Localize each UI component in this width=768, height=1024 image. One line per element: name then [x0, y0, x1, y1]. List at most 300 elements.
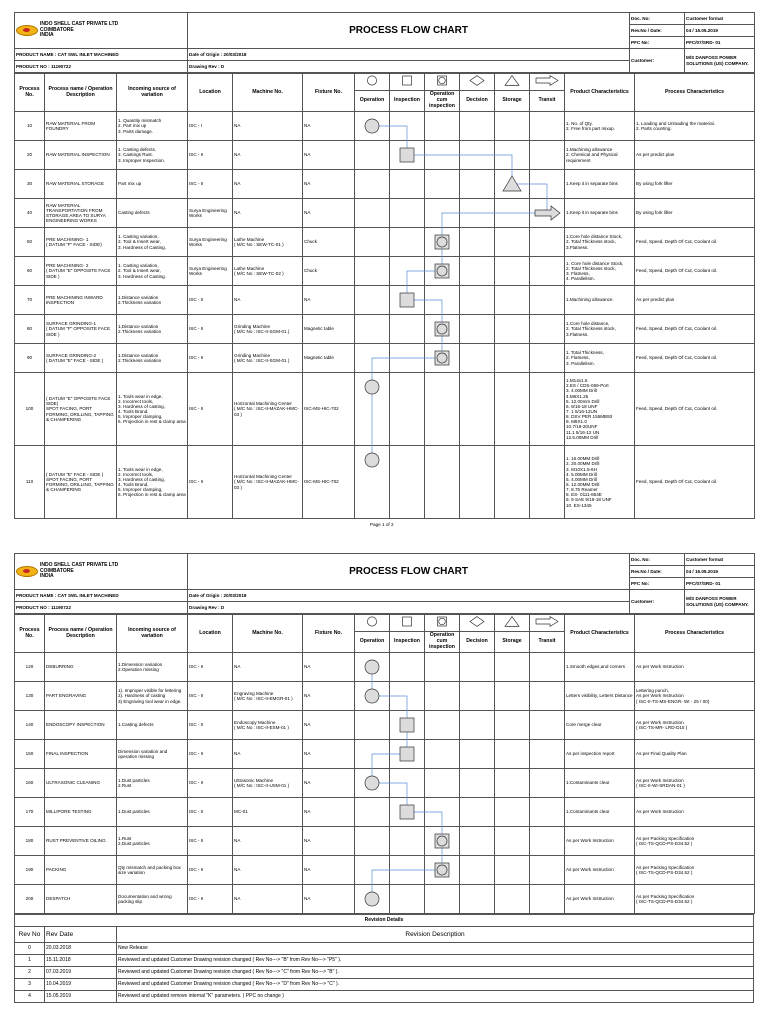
process-characteristics: As per Work Instruction ( ISC-TS-MR- LRD-D15 ): [635, 711, 755, 740]
header-table: [14, 12, 755, 73]
process-name: SURFACE GRINDING-2 ( DATUM "E" FACE - SIDE ): [45, 344, 117, 373]
fixture-no: NA: [303, 653, 355, 682]
product-characteristics: 1.Keep it in separate bins: [565, 199, 635, 228]
col-decision: Decision: [460, 632, 495, 653]
rev-no-header: Rev No: [15, 927, 45, 943]
incoming-variation: 1. Casting defects. 2. Castings Rust. 3. Improper Inspection.: [117, 141, 188, 170]
company-name: INDO SHELL CAST PRIVATE LTD COIMBATORE INDIA: [40, 562, 119, 580]
incoming-variation: Part mix up: [117, 170, 188, 199]
symbol-cell-inspection: [390, 446, 425, 519]
rev-no: 1: [15, 955, 45, 967]
location: ISC - II: [188, 373, 233, 446]
product-characteristics: 1.Core hole distance Stock, 2. Total Thickness stock, 3.Flatness.: [565, 228, 635, 257]
symbol-cell-inspection: [390, 228, 425, 257]
symbol-cell-transit: [530, 112, 565, 141]
symbol-cell-inspection: [390, 740, 425, 769]
symbol-cell-transit: [530, 856, 565, 885]
inspection-symbol: [390, 615, 425, 632]
fixture-no: ISC-MS-HIC-702: [303, 373, 355, 446]
machine-no: Horizontal Machining Center ( M/C No : ISC-II-MAZAK-HMC-03 ): [233, 373, 303, 446]
product-characteristics: 1. Core hole distance Stock, 2. Total Thickness stock, 3. Flatness, 4. Parallelism.: [565, 257, 635, 286]
process-no: 200: [15, 885, 45, 914]
pfc-label: PFC No:: [630, 578, 685, 590]
product-no: PRODUCT NO : 11190722: [15, 61, 188, 73]
rev-date: 10.04.2019: [45, 979, 117, 991]
symbol-cell-operation: [355, 112, 390, 141]
symbol-cell-op-insp: [425, 170, 460, 199]
col-location: Location: [188, 74, 233, 112]
process-characteristics: As per Final Quality Plan: [635, 740, 755, 769]
process-row: [15, 446, 755, 519]
symbol-cell-decision: [460, 286, 495, 315]
incoming-variation: 1). Improper visible for lettering 2). Hardness of casting 3) Engraving tool wear in edge.: [117, 682, 188, 711]
symbol-cell-decision: [460, 856, 495, 885]
revision-row: [15, 979, 754, 991]
rev-description: Reviewed and updated Customer Drawing revision changed ( Rev No---> "C" from Rev No---> "B" ).: [117, 967, 754, 979]
symbol-cell-storage: [495, 827, 530, 856]
rev-label: Rev.No / Date:: [630, 25, 685, 37]
col-process-name: Process name / Operation Description: [45, 615, 117, 653]
process-characteristics: 1. Loading and Unloading the material. 2. Parts counting.: [635, 112, 755, 141]
incoming-variation: 1. Quantity mismatch 2. Part mix up 3. Parts damage.: [117, 112, 188, 141]
symbol-cell-inspection: [390, 170, 425, 199]
fixture-no: NA: [303, 112, 355, 141]
symbol-cell-transit: [530, 740, 565, 769]
rev-no: 2: [15, 967, 45, 979]
incoming-variation: 1.Dust particles: [117, 798, 188, 827]
company-block: [15, 13, 188, 49]
location: ISC - II: [188, 315, 233, 344]
fixture-no: NA: [303, 769, 355, 798]
symbol-cell-operation: [355, 740, 390, 769]
col-operation: Operation: [355, 632, 390, 653]
col-product-char: Product Characteristics: [565, 615, 635, 653]
page-number: Page 1 of 2: [370, 522, 394, 527]
incoming-variation: 1. Casting variation, 2. Tool & Insert wear, 3. Hardness of Casting.: [117, 257, 188, 286]
fixture-no: NA: [303, 141, 355, 170]
process-row: [15, 286, 755, 315]
product-characteristics: 1.Smooth edges,and corners: [565, 653, 635, 682]
symbol-cell-op-insp: [425, 257, 460, 286]
machine-no: MC-01: [233, 798, 303, 827]
square-icon: [400, 75, 414, 86]
symbol-cell-transit: [530, 199, 565, 228]
symbol-cell-operation: [355, 827, 390, 856]
location: ISC - II: [188, 286, 233, 315]
process-no: 140: [15, 711, 45, 740]
symbol-cell-decision: [460, 446, 495, 519]
product-characteristics: 1.Contaminants clear: [565, 769, 635, 798]
product-characteristics: As per inspection report: [565, 740, 635, 769]
location: ISC - II: [188, 682, 233, 711]
product-characteristics: 1. 16.00MM Drill 2. 20.00MM Drill 3. M10X1.5-6H 4. 5.00MM Drill 5. 4.00MM Drill 6. 12.00MM Drill 7. 8.75 Reamer 8. ES- 0111-854E 9. 9 SAE 9/16-18 UNF 10. ES-1345: [565, 446, 635, 519]
fixture-no: Chuck: [303, 228, 355, 257]
process-row: [15, 769, 755, 798]
col-decision: Decision: [460, 91, 495, 112]
col-process-no: Process No.: [15, 615, 45, 653]
col-machine: Machine No.: [233, 74, 303, 112]
symbol-cell-decision: [460, 112, 495, 141]
circle-in-square-icon: [435, 616, 449, 627]
process-name: RUST PREVENTIVE OILING: [45, 827, 117, 856]
symbol-cell-transit: [530, 315, 565, 344]
col-inspection: Inspection: [390, 632, 425, 653]
symbol-cell-storage: [495, 653, 530, 682]
transit-symbol: [530, 74, 565, 91]
company-logo-icon: [16, 25, 38, 36]
process-characteristics: As per predict plan: [635, 286, 755, 315]
process-name: PRE MACHINING INWARD INSPECTION: [45, 286, 117, 315]
inspection-symbol: [390, 74, 425, 91]
revision-row: [15, 955, 754, 967]
symbol-cell-operation: [355, 711, 390, 740]
symbol-cell-inspection: [390, 682, 425, 711]
symbol-cell-decision: [460, 682, 495, 711]
symbol-cell-op-insp: [425, 228, 460, 257]
machine-no: NA: [233, 653, 303, 682]
process-name: ( DATUM "E" FACE - SIDE ) SPOT FACING, PORT FORMING, DRILLING, TAPPING & CHAMFERING: [45, 446, 117, 519]
process-characteristics: Feed, Speed, Depth Of Cut, Coolant oil.: [635, 315, 755, 344]
process-row: [15, 257, 755, 286]
process-name: RAW MATERIAL FROM FOUNDRY: [45, 112, 117, 141]
symbol-cell-op-insp: [425, 373, 460, 446]
process-table: [14, 73, 755, 519]
circle-icon: [365, 75, 379, 86]
process-no: 120: [15, 653, 45, 682]
symbol-cell-transit: [530, 653, 565, 682]
document-title: PROCESS FLOW CHART: [188, 554, 630, 590]
process-no: 60: [15, 257, 45, 286]
product-characteristics: 1. Total Thickness, 2. Flatness, 3. Parallelism.: [565, 344, 635, 373]
pfc-label: PFC No:: [630, 37, 685, 49]
symbol-cell-transit: [530, 373, 565, 446]
process-name: SURFACE GRINDING-1 ( DATUM "F" OPPOSITE FACE SIDE ): [45, 315, 117, 344]
symbol-cell-op-insp: [425, 199, 460, 228]
symbol-cell-transit: [530, 286, 565, 315]
symbol-cell-inspection: [390, 798, 425, 827]
incoming-variation: 1.Dust particles 2.Rust: [117, 769, 188, 798]
symbol-cell-op-insp: [425, 856, 460, 885]
col-incoming: Incoming source of variation: [117, 74, 188, 112]
location: Surya Engineering Works: [188, 228, 233, 257]
symbol-cell-op-insp: [425, 141, 460, 170]
fixture-no: NA: [303, 827, 355, 856]
doc-no-label: Doc. No:: [630, 554, 685, 566]
symbol-cell-op-insp: [425, 682, 460, 711]
machine-no: NA: [233, 199, 303, 228]
customer-label: Customer:: [630, 590, 685, 614]
location: ISC - II: [188, 827, 233, 856]
process-characteristics: Feed, Speed, Depth Of Cut, Coolant oil.: [635, 446, 755, 519]
symbol-cell-storage: [495, 315, 530, 344]
drawing-rev: Drawing Rev : D: [188, 61, 630, 73]
col-fixture: Fixture No.: [303, 615, 355, 653]
symbol-cell-operation: [355, 257, 390, 286]
incoming-variation: 1.Distance variation 2.Thickness variation: [117, 286, 188, 315]
process-characteristics: As per Packing Specification ( ISC-TS-QCD-PS-D34.52 ): [635, 827, 755, 856]
circle-in-square-icon: [435, 75, 449, 86]
incoming-variation: 1.Distance variation 2.Thickness variation: [117, 315, 188, 344]
product-characteristics: As per Work Instruction: [565, 827, 635, 856]
incoming-variation: Casting defects: [117, 199, 188, 228]
symbol-cell-inspection: [390, 257, 425, 286]
symbol-cell-decision: [460, 740, 495, 769]
diamond-icon: [469, 616, 485, 627]
process-name: RAW MATERIAL INSPECTION: [45, 141, 117, 170]
process-characteristics: Feed, Speed, Depth Of Cut, Coolant oil.: [635, 373, 755, 446]
process-characteristics: Feed, Speed, Depth Of Cut, Coolant oil.: [635, 344, 755, 373]
product-characteristics: 1.Core hole distance, 2. Total Thickness stock, 3.Flatness.: [565, 315, 635, 344]
machine-no: NA: [233, 740, 303, 769]
pfc-value: PFC/07/SRD- 01: [685, 578, 755, 590]
machine-no: Lathe Machine ( M/C No : SEW-TC-02 ): [233, 257, 303, 286]
symbol-cell-storage: [495, 112, 530, 141]
symbol-cell-decision: [460, 653, 495, 682]
symbol-cell-transit: [530, 170, 565, 199]
process-no: 80: [15, 315, 45, 344]
rev-desc-header: Revision Description: [117, 927, 754, 943]
symbol-cell-inspection: [390, 827, 425, 856]
revision-row: [15, 943, 754, 955]
location: ISC - II: [188, 711, 233, 740]
location: Surya Engineering Works: [188, 199, 233, 228]
process-no: 130: [15, 682, 45, 711]
symbol-cell-operation: [355, 170, 390, 199]
col-op-insp: Operation cum inspection: [425, 91, 460, 112]
symbol-cell-inspection: [390, 769, 425, 798]
symbol-cell-op-insp: [425, 798, 460, 827]
symbol-cell-op-insp: [425, 446, 460, 519]
operation-symbol: [355, 615, 390, 632]
process-name: ( DATUM "E" OPPOSITE FACE SIDE) SPOT FACING, PORT FORMING, DRILLING, TAPPING & CHAMFERING: [45, 373, 117, 446]
product-characteristics: 1.Machining allowance.: [565, 286, 635, 315]
col-op-insp: Operation cum inspection: [425, 632, 460, 653]
customer-value: M/S DANFOSS POWER SOLUTIONS (US) COMPANY.: [685, 49, 755, 73]
incoming-variation: Qty mismatch and packing box size variation: [117, 856, 188, 885]
process-no: 30: [15, 170, 45, 199]
symbol-cell-decision: [460, 344, 495, 373]
symbol-cell-decision: [460, 711, 495, 740]
page-1: [14, 12, 754, 527]
symbol-cell-decision: [460, 228, 495, 257]
symbol-cell-decision: [460, 199, 495, 228]
fixture-no: NA: [303, 798, 355, 827]
process-characteristics: By using fork lifter: [635, 199, 755, 228]
customer-value: M/S DANFOSS POWER SOLUTIONS (US) COMPANY.: [685, 590, 755, 614]
symbol-cell-inspection: [390, 711, 425, 740]
machine-no: NA: [233, 885, 303, 914]
decision-symbol: [460, 74, 495, 91]
symbol-cell-storage: [495, 682, 530, 711]
process-characteristics: As per Packing Specification ( ISC-TS-QCD-PS-D34.52 ): [635, 885, 755, 914]
symbol-cell-op-insp: [425, 711, 460, 740]
fixture-no: ISC-MS-HIC-702: [303, 446, 355, 519]
company-name: INDO SHELL CAST PRIVATE LTD COIMBATORE INDIA: [40, 21, 119, 39]
fixture-no: NA: [303, 885, 355, 914]
process-row: [15, 827, 755, 856]
symbol-cell-operation: [355, 682, 390, 711]
location: ISC - II: [188, 740, 233, 769]
product-characteristics: As per Work Instruction: [565, 856, 635, 885]
doc-no-label: Doc. No:: [630, 13, 685, 25]
symbol-cell-inspection: [390, 286, 425, 315]
rev-description: Reviewed and updated remove internal "K" parameters. ( PPC no change ): [117, 991, 754, 1003]
rev-no: 4: [15, 991, 45, 1003]
machine-no: Grinding Machine ( M/C No : ISC-II-SGM-01 ): [233, 344, 303, 373]
storage-symbol: [495, 615, 530, 632]
product-name: PRODUCT NAME : CAT SWL INLET MACHINED: [15, 590, 188, 602]
col-product-char: Product Characteristics: [565, 74, 635, 112]
symbol-cell-operation: [355, 373, 390, 446]
arrow-icon: [535, 75, 559, 86]
process-characteristics: As per Work Instruction: [635, 798, 755, 827]
symbol-cell-decision: [460, 827, 495, 856]
col-transit: Transit: [530, 632, 565, 653]
symbol-cell-storage: [495, 141, 530, 170]
machine-no: NA: [233, 170, 303, 199]
symbol-cell-operation: [355, 344, 390, 373]
process-no: 100: [15, 373, 45, 446]
process-no: 40: [15, 199, 45, 228]
location: ISC - II: [188, 344, 233, 373]
process-no: 50: [15, 228, 45, 257]
incoming-variation: 1.Dimension variation 2.Operation missing: [117, 653, 188, 682]
process-name: ENDOSCOPY INSPECTION: [45, 711, 117, 740]
location: ISC - II: [188, 653, 233, 682]
product-characteristics: 1.M14x1.5 2.ES / CDS-069-Port 3. 4.00MM Drill 4.M6X1.25 5. 12.00mm Drill 6. 9/16-18 UNF 7. 1 5/16-12UN 8. DSV PER 155MB93 9. M8X1.0 10.7/16-20UNF 11.1 5/16-12 UN 12.5.00MM Drill: [565, 373, 635, 446]
rev-description: New Release: [117, 943, 754, 955]
location: ISC - II: [188, 170, 233, 199]
symbol-cell-op-insp: [425, 315, 460, 344]
product-characteristics: 1.Contaminants clear: [565, 798, 635, 827]
incoming-variation: 1.Casting defects: [117, 711, 188, 740]
date-of-origin: Date of Origin : 20/03/2018: [188, 49, 630, 61]
location: ISC - II: [188, 798, 233, 827]
product-characteristics: 1.Machining allowance 2. Chemical and Physical requirement: [565, 141, 635, 170]
process-name: PACKING: [45, 856, 117, 885]
process-name: RAW MATERIAL TRANSPORTATION FROM STORAGE AREA TO SURYA ENGINEERING WORKS: [45, 199, 117, 228]
symbol-cell-transit: [530, 682, 565, 711]
square-icon: [400, 616, 414, 627]
process-name: DESPATCH: [45, 885, 117, 914]
symbol-cell-storage: [495, 199, 530, 228]
col-process-no: Process No.: [15, 74, 45, 112]
symbol-cell-op-insp: [425, 885, 460, 914]
symbol-cell-inspection: [390, 885, 425, 914]
incoming-variation: Dimension variation and operation missing: [117, 740, 188, 769]
location: ISC - II: [188, 446, 233, 519]
symbol-cell-storage: [495, 228, 530, 257]
triangle-icon: [504, 75, 520, 86]
symbol-cell-op-insp: [425, 344, 460, 373]
rev-date: 07.03.2019: [45, 967, 117, 979]
revision-table: [14, 914, 754, 1003]
symbol-cell-storage: [495, 344, 530, 373]
symbol-cell-op-insp: [425, 112, 460, 141]
rev-value: 04 / 15.05.2019: [685, 25, 755, 37]
rev-date: 20.03.2018: [45, 943, 117, 955]
customer-label: Customer:: [630, 49, 685, 73]
col-transit: Transit: [530, 91, 565, 112]
fixture-no: Chuck: [303, 257, 355, 286]
process-characteristics: As per Packing Specification ( ISC-TS-QCD-PS-D34.52 ): [635, 856, 755, 885]
machine-no: Grinding Machine ( M/C No : ISC-II-SGM-01 ): [233, 315, 303, 344]
doc-no-value: Customer format: [685, 13, 755, 25]
process-characteristics: Feed, Speed, Depth Of Cut, Coolant oil.: [635, 228, 755, 257]
col-incoming: Incoming source of variation: [117, 615, 188, 653]
symbol-cell-transit: [530, 344, 565, 373]
symbol-cell-operation: [355, 798, 390, 827]
location: ISC - II: [188, 856, 233, 885]
symbol-cell-inspection: [390, 856, 425, 885]
symbol-cell-storage: [495, 885, 530, 914]
symbol-cell-storage: [495, 798, 530, 827]
date-of-origin: Date of Origin : 20/03/2018: [188, 590, 630, 602]
revision-title: Revision Details: [15, 915, 754, 927]
symbol-cell-decision: [460, 798, 495, 827]
process-name: DEBURRING: [45, 653, 117, 682]
incoming-variation: 1. Casting variation, 2. Tool & Insert wear, 3. Hardness of Casting.: [117, 228, 188, 257]
symbol-cell-storage: [495, 446, 530, 519]
col-fixture: Fixture No.: [303, 74, 355, 112]
col-process-char: Process Characteristics: [635, 74, 755, 112]
col-inspection: Inspection: [390, 91, 425, 112]
process-row: [15, 344, 755, 373]
incoming-variation: 1. Tools wear in edge, 2. Incorrect tools, 3. Hardness of casting, 4. Tools Brand, 5. Improper clamping, 6. Projection in rest & clamp area: [117, 373, 188, 446]
rev-description: Reviewed and updated Customer Drawing revision changed ( Rev No---> "B" from Rev No---> "P5" ).: [117, 955, 754, 967]
triangle-icon: [504, 616, 520, 627]
symbol-cell-transit: [530, 257, 565, 286]
symbol-cell-storage: [495, 373, 530, 446]
revision-row: [15, 967, 754, 979]
process-row: [15, 228, 755, 257]
symbol-cell-op-insp: [425, 740, 460, 769]
col-location: Location: [188, 615, 233, 653]
symbol-cell-transit: [530, 827, 565, 856]
process-row: [15, 141, 755, 170]
product-characteristics: Letters visibility, Letters Distance: [565, 682, 635, 711]
process-row: [15, 199, 755, 228]
symbol-cell-transit: [530, 885, 565, 914]
symbol-cell-inspection: [390, 112, 425, 141]
symbol-cell-operation: [355, 228, 390, 257]
doc-no-value: Customer format: [685, 554, 755, 566]
process-name: PRE MACHINING- 1 ( DATUM "F" FACE - SIDE): [45, 228, 117, 257]
pfc-value: PFC/07/SRD- 01: [685, 37, 755, 49]
symbol-cell-transit: [530, 446, 565, 519]
page-2: [14, 553, 754, 1003]
fixture-no: NA: [303, 170, 355, 199]
company-logo-icon: [16, 566, 38, 577]
arrow-icon: [535, 616, 559, 627]
rev-date: 15.11.2018: [45, 955, 117, 967]
process-no: 180: [15, 827, 45, 856]
symbol-cell-operation: [355, 141, 390, 170]
fixture-no: NA: [303, 682, 355, 711]
symbol-cell-operation: [355, 446, 390, 519]
rev-label: Rev.No / Date:: [630, 566, 685, 578]
drawing-rev: Drawing Rev : D: [188, 602, 630, 614]
location: ISC - II: [188, 769, 233, 798]
symbol-cell-storage: [495, 286, 530, 315]
revision-row: [15, 991, 754, 1003]
process-characteristics: As per Work Instruction: [635, 653, 755, 682]
process-no: 110: [15, 446, 45, 519]
op-insp-symbol: [425, 615, 460, 632]
location: ISC - II: [188, 885, 233, 914]
symbol-cell-storage: [495, 257, 530, 286]
process-no: 170: [15, 798, 45, 827]
